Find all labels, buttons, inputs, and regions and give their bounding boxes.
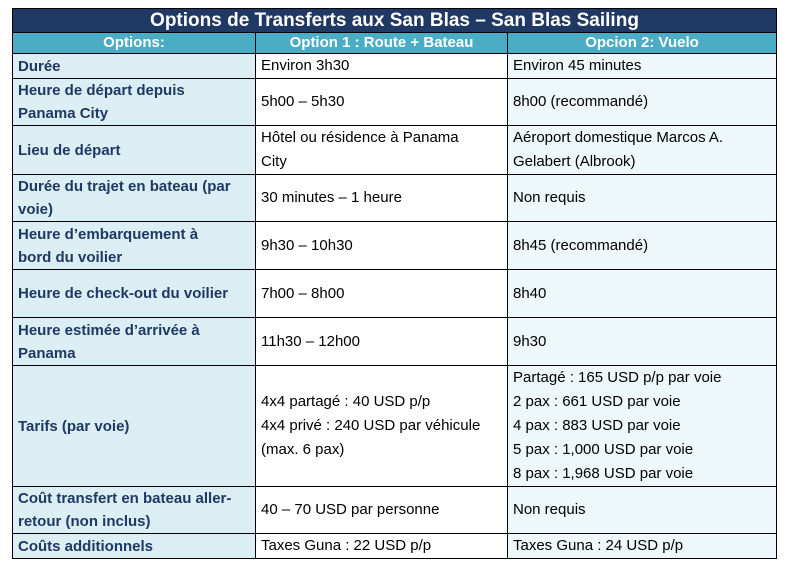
option-1-value-line: Environ 3h30 [261,57,350,74]
option-1-value-line: 7h00 – 8h00 [261,284,345,302]
option-1-value-line: 4x4 partagé : 40 USD p/p [261,393,431,410]
transfer-options-document [12,8,776,559]
row-label-line: Heure de départ depuis [18,82,185,99]
row-label [13,54,256,79]
table-row [13,366,777,487]
table-body [13,54,777,559]
table-row [13,222,777,270]
row-label [13,366,256,487]
row-label [13,79,256,126]
option-1-value-line: (max. 6 pax) [261,441,345,458]
option-1-value-line: 11h30 – 12h00 [261,332,360,350]
option-2-value-line: Taxes Guna : 24 USD p/p [513,537,684,554]
row-label-line: Durée [18,57,61,75]
option-2-value-line: 2 pax : 661 USD par voie [513,393,681,410]
option-2-value-line: 4 pax : 883 USD par voie [513,417,681,434]
option-1-value [256,79,508,126]
transfer-options-table [12,8,777,559]
option-1-value [256,366,508,487]
option-1-value [256,222,508,270]
row-label-line: Tarifs (par voie) [18,417,130,435]
option-1-value [256,270,508,318]
option-1-value-line: City [261,153,287,170]
table-row [13,534,777,559]
option-1-value-line: 30 minutes – 1 heure [261,189,402,206]
row-label-line: Coûts additionnels [18,537,153,555]
option-2-value [508,126,777,175]
table-row [13,126,777,175]
option-1-value-line: Hôtel ou résidence à Panama [261,129,459,146]
row-label-line: Durée du trajet en bateau (par [18,178,231,195]
option-2-value [508,487,777,534]
row-label-line: Coût transfert en bateau aller- [18,490,232,507]
row-label-line: Heure estimée d’arrivée à [18,321,200,339]
option-2-value-line: Non requis [513,189,586,206]
option-2-value [508,222,777,270]
row-label-line: bord du voilier [18,248,123,266]
table-row [13,175,777,222]
header-option-2: Opcion 2: Vuelo [508,33,777,54]
table-title: Options de Transferts aux San Blas – San Blas Sailing [13,9,777,33]
option-2-value-line: 8h40 [513,284,547,302]
table-row [13,270,777,318]
option-2-value-line: 8h45 (recommandé) [513,236,649,254]
option-1-value-line: 4x4 privé : 240 USD par véhicule [261,417,481,434]
row-label-line: Panama [18,344,76,362]
option-1-value [256,534,508,559]
option-2-value [508,366,777,487]
option-1-value-line: Taxes Guna : 22 USD p/p [261,537,432,554]
row-label [13,270,256,318]
option-1-value [256,54,508,79]
option-2-value-line: Gelabert (Albrook) [513,153,636,170]
option-2-value [508,79,777,126]
option-1-value [256,487,508,534]
row-label-line: Lieu de départ [18,141,121,159]
option-1-value [256,126,508,175]
option-2-value-line: 5 pax : 1,000 USD par voie [513,441,694,458]
option-1-value [256,318,508,366]
option-1-value-line: 40 – 70 USD par personne [261,501,440,518]
option-2-value [508,175,777,222]
row-label-line: Heure d’embarquement à [18,225,199,243]
row-label-line: Heure de check-out du voilier [18,285,229,302]
option-2-value-line: 8 pax : 1,968 USD par voie [513,465,694,482]
header-option-1: Option 1 : Route + Bateau [256,33,508,54]
row-label [13,318,256,366]
option-2-value-line: Non requis [513,501,586,518]
option-2-value [508,54,777,79]
row-label-line: retour (non inclus) [18,513,151,530]
row-label [13,175,256,222]
row-label [13,487,256,534]
table-row [13,487,777,534]
row-label-line: Panama City [18,105,109,122]
option-1-value [256,175,508,222]
option-2-value-line: Aéroport domestique Marcos A. [513,129,724,146]
option-2-value [508,318,777,366]
option-1-value-line: 5h00 – 5h30 [261,93,345,110]
option-1-value-line: 9h30 – 10h30 [261,236,353,254]
row-label [13,534,256,559]
row-label [13,222,256,270]
row-label-line: voie) [18,201,54,218]
option-2-value-line: Environ 45 minutes [513,57,642,74]
table-row [13,54,777,79]
row-label [13,126,256,175]
table-row [13,79,777,126]
option-2-value-line: 9h30 [513,332,547,350]
table-row [13,318,777,366]
option-2-value-line: Partagé : 165 USD p/p par voie [513,369,722,386]
option-2-value-line: 8h00 (recommandé) [513,93,649,110]
header-options: Options: [13,33,256,54]
option-2-value [508,534,777,559]
option-2-value [508,270,777,318]
